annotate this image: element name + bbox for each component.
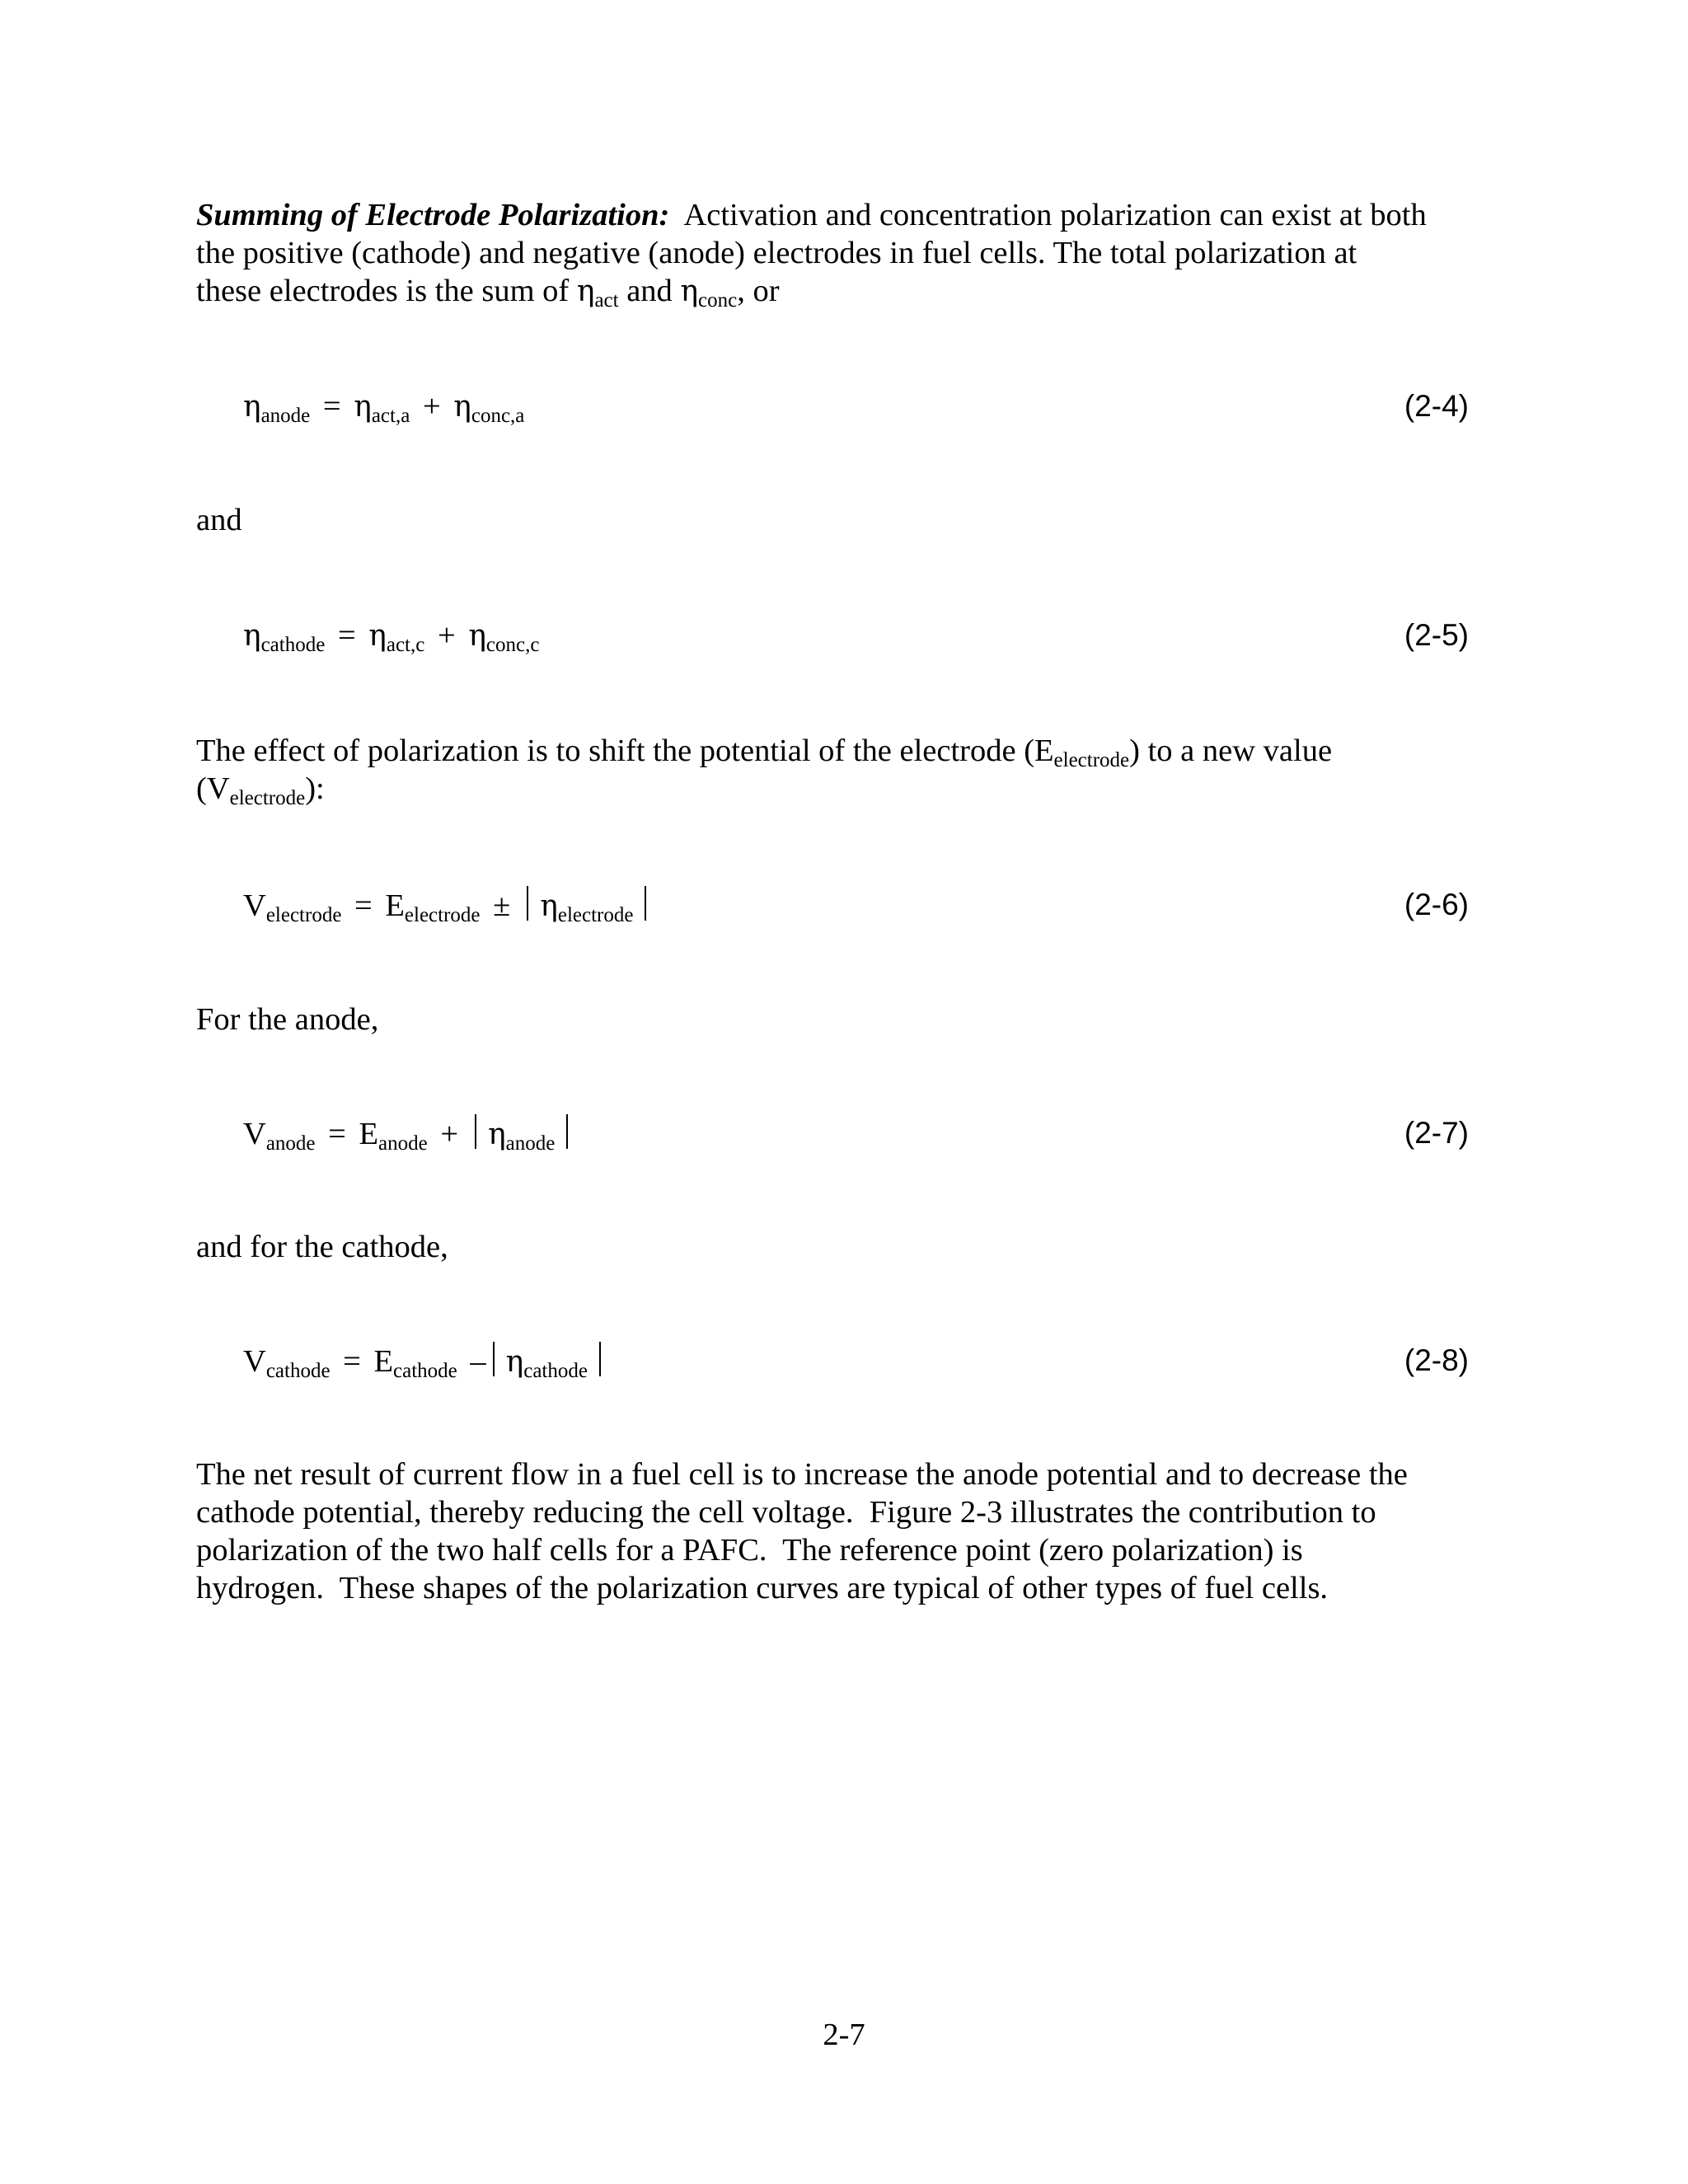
- equation-2-4: [243, 387, 524, 426]
- subscript: conc,c: [485, 634, 540, 656]
- eta-symbol: η: [354, 390, 372, 424]
- subscript: cathode: [265, 1360, 331, 1382]
- para3-line3: polarization of the two half cells for a PAFC. The reference point (zero polarization) is: [196, 1533, 1303, 1568]
- plus-sign: +: [437, 618, 456, 653]
- subscript: cathode: [393, 1360, 457, 1382]
- equals-sign: =: [328, 1117, 346, 1151]
- absolute-bar-left: [527, 886, 528, 921]
- absolute-bar-left: [493, 1342, 495, 1376]
- subscript: electrode: [557, 904, 634, 926]
- text-for-the-anode: For the anode,: [196, 1002, 379, 1037]
- equals-sign: =: [322, 389, 341, 424]
- subscript: conc,a: [471, 405, 525, 427]
- variable-e: E: [385, 888, 405, 923]
- variable-v: V: [243, 888, 266, 923]
- eta-symbol: η: [453, 390, 471, 424]
- para2-line2-a: (V: [196, 771, 230, 806]
- variable-v: V: [243, 1344, 266, 1379]
- variable-e: E: [359, 1117, 379, 1151]
- equation-2-8: [243, 1342, 612, 1381]
- para1-line3-a: these electrodes is the sum of: [196, 274, 577, 308]
- equation-number-2-7: (2-7): [1404, 1116, 1469, 1150]
- absolute-bar-right: [599, 1342, 601, 1376]
- subscript: act,a: [371, 405, 410, 427]
- para1-line2: the positive (cathode) and negative (anode) electrodes in fuel cells. The total polarization at: [196, 236, 1357, 270]
- subscript: act,c: [386, 634, 425, 656]
- equation-number-2-6: (2-6): [1404, 888, 1469, 921]
- equals-sign: =: [354, 888, 373, 923]
- minus-sign: –: [470, 1344, 486, 1379]
- paragraph-polarization-effect: [196, 732, 1482, 808]
- plus-sign: +: [422, 389, 441, 424]
- equation-number-2-5: (2-5): [1404, 618, 1469, 652]
- subscript: cathode: [523, 1360, 588, 1382]
- subscript: cathode: [260, 634, 326, 656]
- subscript-electrode: electrode: [229, 787, 306, 809]
- equation-2-6: [243, 886, 658, 926]
- page-number: 2-7: [823, 2018, 865, 2052]
- eta-symbol: η: [468, 619, 486, 653]
- text-and: and: [196, 503, 242, 537]
- variable-e: E: [373, 1344, 394, 1379]
- eta-symbol: η: [243, 619, 261, 653]
- section-heading: Summing of Electrode Polarization:: [196, 198, 670, 232]
- equals-sign: =: [337, 618, 356, 653]
- eta-symbol: η: [368, 619, 387, 653]
- para2-line2-b: ):: [305, 771, 325, 806]
- subscript: anode: [505, 1132, 556, 1155]
- absolute-bar-right: [566, 1114, 568, 1149]
- subscript-conc: conc: [698, 289, 738, 312]
- eta-symbol: η: [505, 1345, 524, 1379]
- paragraph-summing-polarization: [196, 196, 1482, 311]
- equation-number-2-8: (2-8): [1404, 1343, 1469, 1377]
- para3-line4: hydrogen. These shapes of the polarization curves are typical of other types of fuel cells.: [196, 1571, 1329, 1605]
- absolute-bar-right: [645, 886, 646, 921]
- para2-line1-a: The effect of polarization is to shift the potential of the electrode (E: [196, 733, 1054, 768]
- variable-v: V: [243, 1117, 266, 1151]
- plus-sign: +: [440, 1117, 459, 1151]
- subscript-electrode: electrode: [1053, 749, 1130, 771]
- subscript: electrode: [404, 904, 481, 926]
- subscript: anode: [378, 1132, 428, 1155]
- text-and-for-the-cathode: and for the cathode,: [196, 1230, 448, 1264]
- para1-line3-b: and: [618, 274, 681, 308]
- para2-line1-b: ) to a new value: [1129, 733, 1333, 768]
- eta-symbol: η: [488, 1118, 506, 1151]
- subscript: anode: [265, 1132, 316, 1155]
- equation-number-2-4: (2-4): [1404, 389, 1469, 423]
- equation-2-7: [243, 1114, 579, 1154]
- para3-line1: The net result of current flow in a fuel cell is to increase the anode potential and to decrease the: [196, 1457, 1408, 1492]
- paragraph-net-result: [196, 1455, 1482, 1607]
- plus-minus-sign: ±: [493, 888, 511, 923]
- eta-symbol: η: [540, 889, 558, 923]
- eta-symbol: η: [680, 274, 699, 308]
- eta-symbol: η: [243, 390, 261, 424]
- absolute-bar-left: [475, 1114, 476, 1149]
- subscript: anode: [260, 405, 311, 427]
- para3-line2: cathode potential, thereby reducing the cell voltage. Figure 2-3 illustrates the contribution to: [196, 1495, 1376, 1530]
- equation-2-5: [243, 616, 539, 655]
- subscript-act: act: [594, 289, 619, 312]
- eta-symbol: η: [576, 274, 595, 308]
- para1-line1-rest: Activation and concentration polarization can exist at both: [669, 198, 1427, 232]
- subscript: electrode: [265, 904, 342, 926]
- equals-sign: =: [343, 1344, 361, 1379]
- para1-line3-c: , or: [737, 274, 780, 308]
